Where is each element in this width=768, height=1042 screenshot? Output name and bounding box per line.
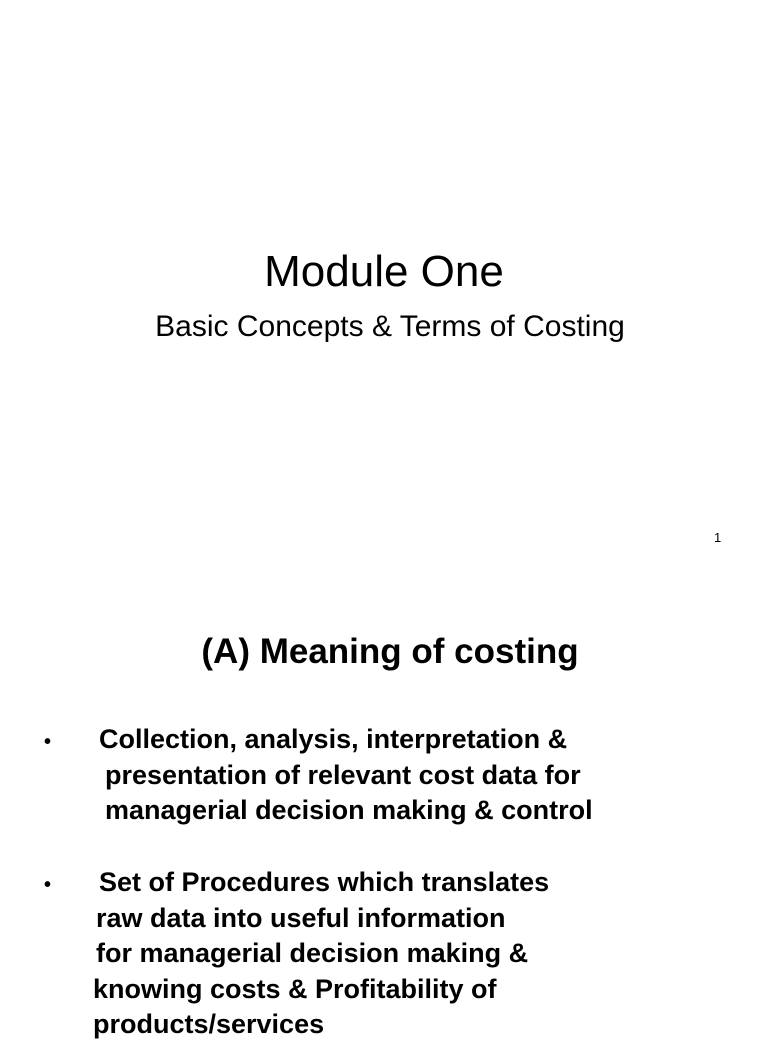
bullet-text-line: Collection, analysis, interpretation &	[99, 724, 568, 754]
bullet-text-line: raw data into useful information	[96, 903, 506, 933]
bullet-text-line: Set of Procedures which translates	[99, 867, 550, 897]
slide-title: Module One	[264, 247, 504, 296]
slide-heading: (A) Meaning of costing	[201, 632, 579, 671]
content-slide	[0, 575, 768, 1039]
bullet-dot-icon: •	[44, 731, 52, 753]
bullet-text-line: knowing costs & Profitability of	[93, 974, 497, 1004]
bullet-text-line: products/services	[93, 1009, 325, 1039]
page-number: 1	[714, 530, 722, 545]
bullet-dot-icon: •	[44, 874, 52, 896]
bullet-text-line: presentation of relevant cost data for	[105, 760, 581, 790]
bullet-text-line: managerial decision making & control	[105, 795, 593, 825]
slide-subtitle: Basic Concepts & Terms of Costing	[155, 310, 625, 343]
bullet-text-line: for managerial decision making &	[96, 938, 529, 968]
